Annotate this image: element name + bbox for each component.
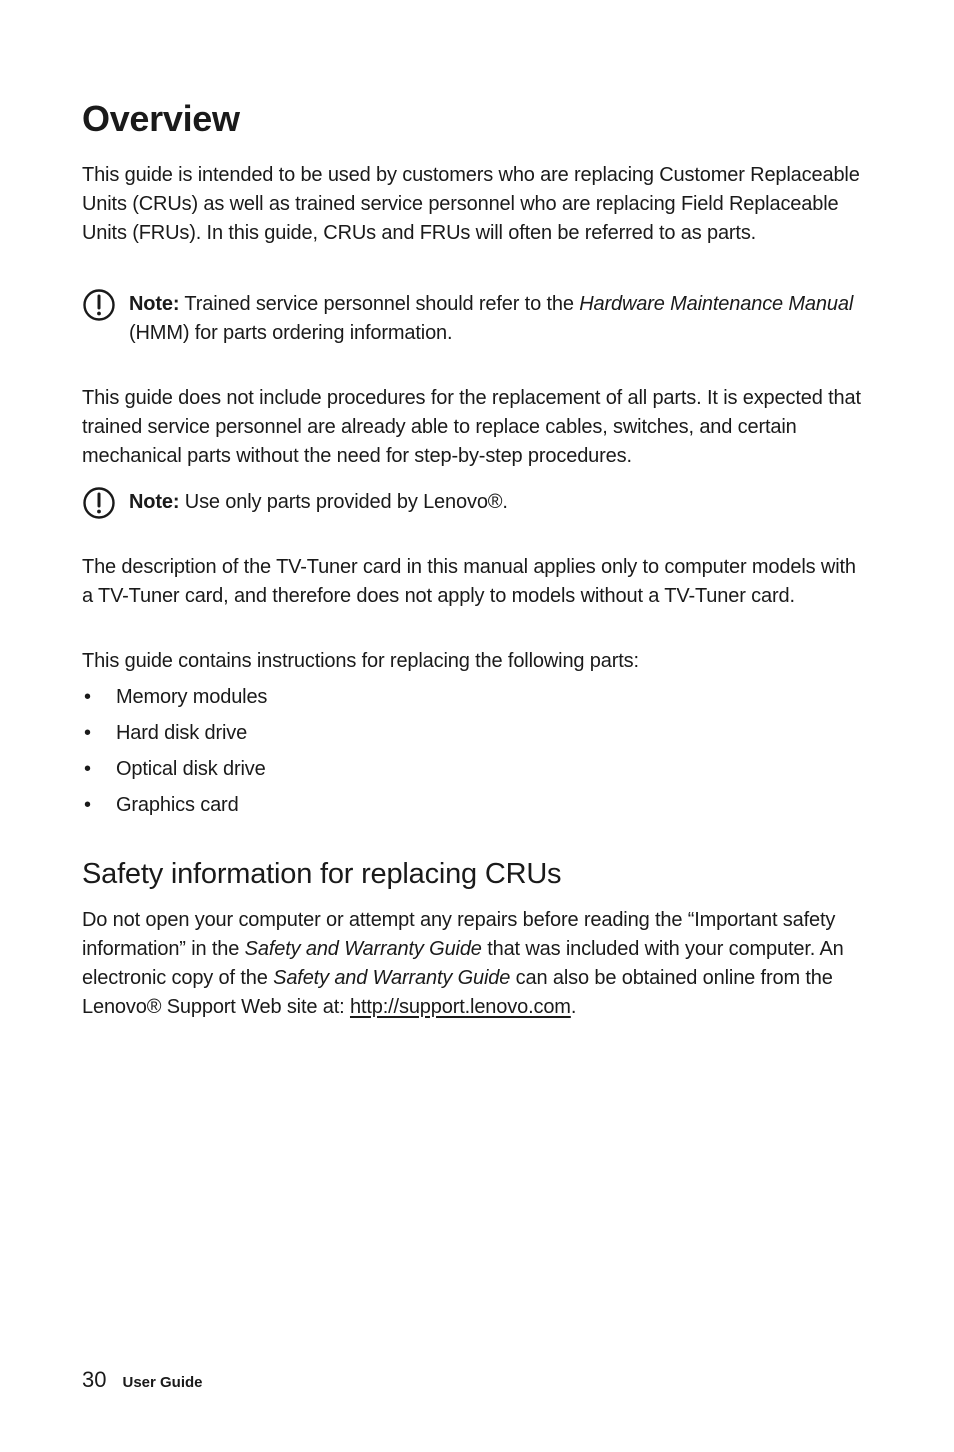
safety-text-2: that was included with your computer. An electronic copy of the: [82, 938, 844, 989]
page-number: 30: [82, 1367, 107, 1392]
bullet: •: [84, 758, 91, 780]
attention-icon: [82, 486, 116, 520]
note-label: Note:: [129, 293, 180, 315]
list-item: [82, 755, 267, 791]
note-text: [129, 290, 864, 348]
tv-tuner-paragraph: The description of the TV-Tuner card in this manual applies only to computer models with a TV-Tuner card, and therefore does not apply to models without a TV-Tuner card.: [82, 556, 856, 607]
hmm-title: Hardware Maintenance Manual: [579, 293, 854, 315]
list-item: [82, 791, 267, 827]
note-text: [129, 488, 864, 517]
page-footer: [82, 1367, 203, 1393]
note-label: Note:: [129, 491, 180, 513]
scope-paragraph: This guide does not include procedures for the replacement of all parts. It is expected that trained service personnel are already able to replace cables, switches, and certain mechanical parts without the need for step-by-step procedures.: [82, 387, 861, 467]
parts-list: [82, 683, 267, 827]
sentence-end: .: [570, 996, 577, 1018]
list-item-text: Optical disk drive: [116, 758, 266, 780]
note-body: Use only parts provided by Lenovo®.: [184, 491, 508, 513]
list-item-text: Memory modules: [116, 686, 268, 708]
list-item: [82, 719, 267, 755]
intro-paragraph: This guide is intended to be used by customers who are replacing Customer Replaceable Units (CRUs) as well as trained service personnel who are replacing Field Replaceable Units (FRUs). In this guide, CRUs and FRUs will often be referred to as parts.: [82, 164, 860, 244]
bullet: •: [84, 686, 91, 708]
guide-title: Safety and Warranty Guide: [244, 938, 482, 960]
safety-paragraph: [82, 906, 872, 1022]
safety-text-3: can also be obtained online from the Lenovo® Support Web site at:: [82, 967, 833, 1018]
note-text-after: (HMM) for parts ordering information.: [129, 322, 453, 344]
bullet: •: [84, 722, 91, 744]
list-item-text: Graphics card: [116, 794, 239, 816]
safety-text-1: Do not open your computer or attempt any repairs before reading the “Important safety information” in the: [82, 909, 836, 960]
footer-doc-title: User Guide: [122, 1374, 203, 1391]
page-title: Overview: [82, 98, 240, 139]
section-title: Safety information for replacing CRUs: [82, 858, 562, 890]
support-link[interactable]: http://support.lenovo.com: [349, 996, 571, 1018]
parts-intro: This guide contains instructions for replacing the following parts:: [82, 650, 639, 672]
note-text-before: Trained service personnel should refer to the: [184, 293, 574, 315]
bullet: •: [84, 794, 91, 816]
list-item-text: Hard disk drive: [116, 722, 248, 744]
attention-icon: [82, 288, 116, 322]
list-item: [82, 683, 267, 719]
guide-title: Safety and Warranty Guide: [273, 967, 511, 989]
